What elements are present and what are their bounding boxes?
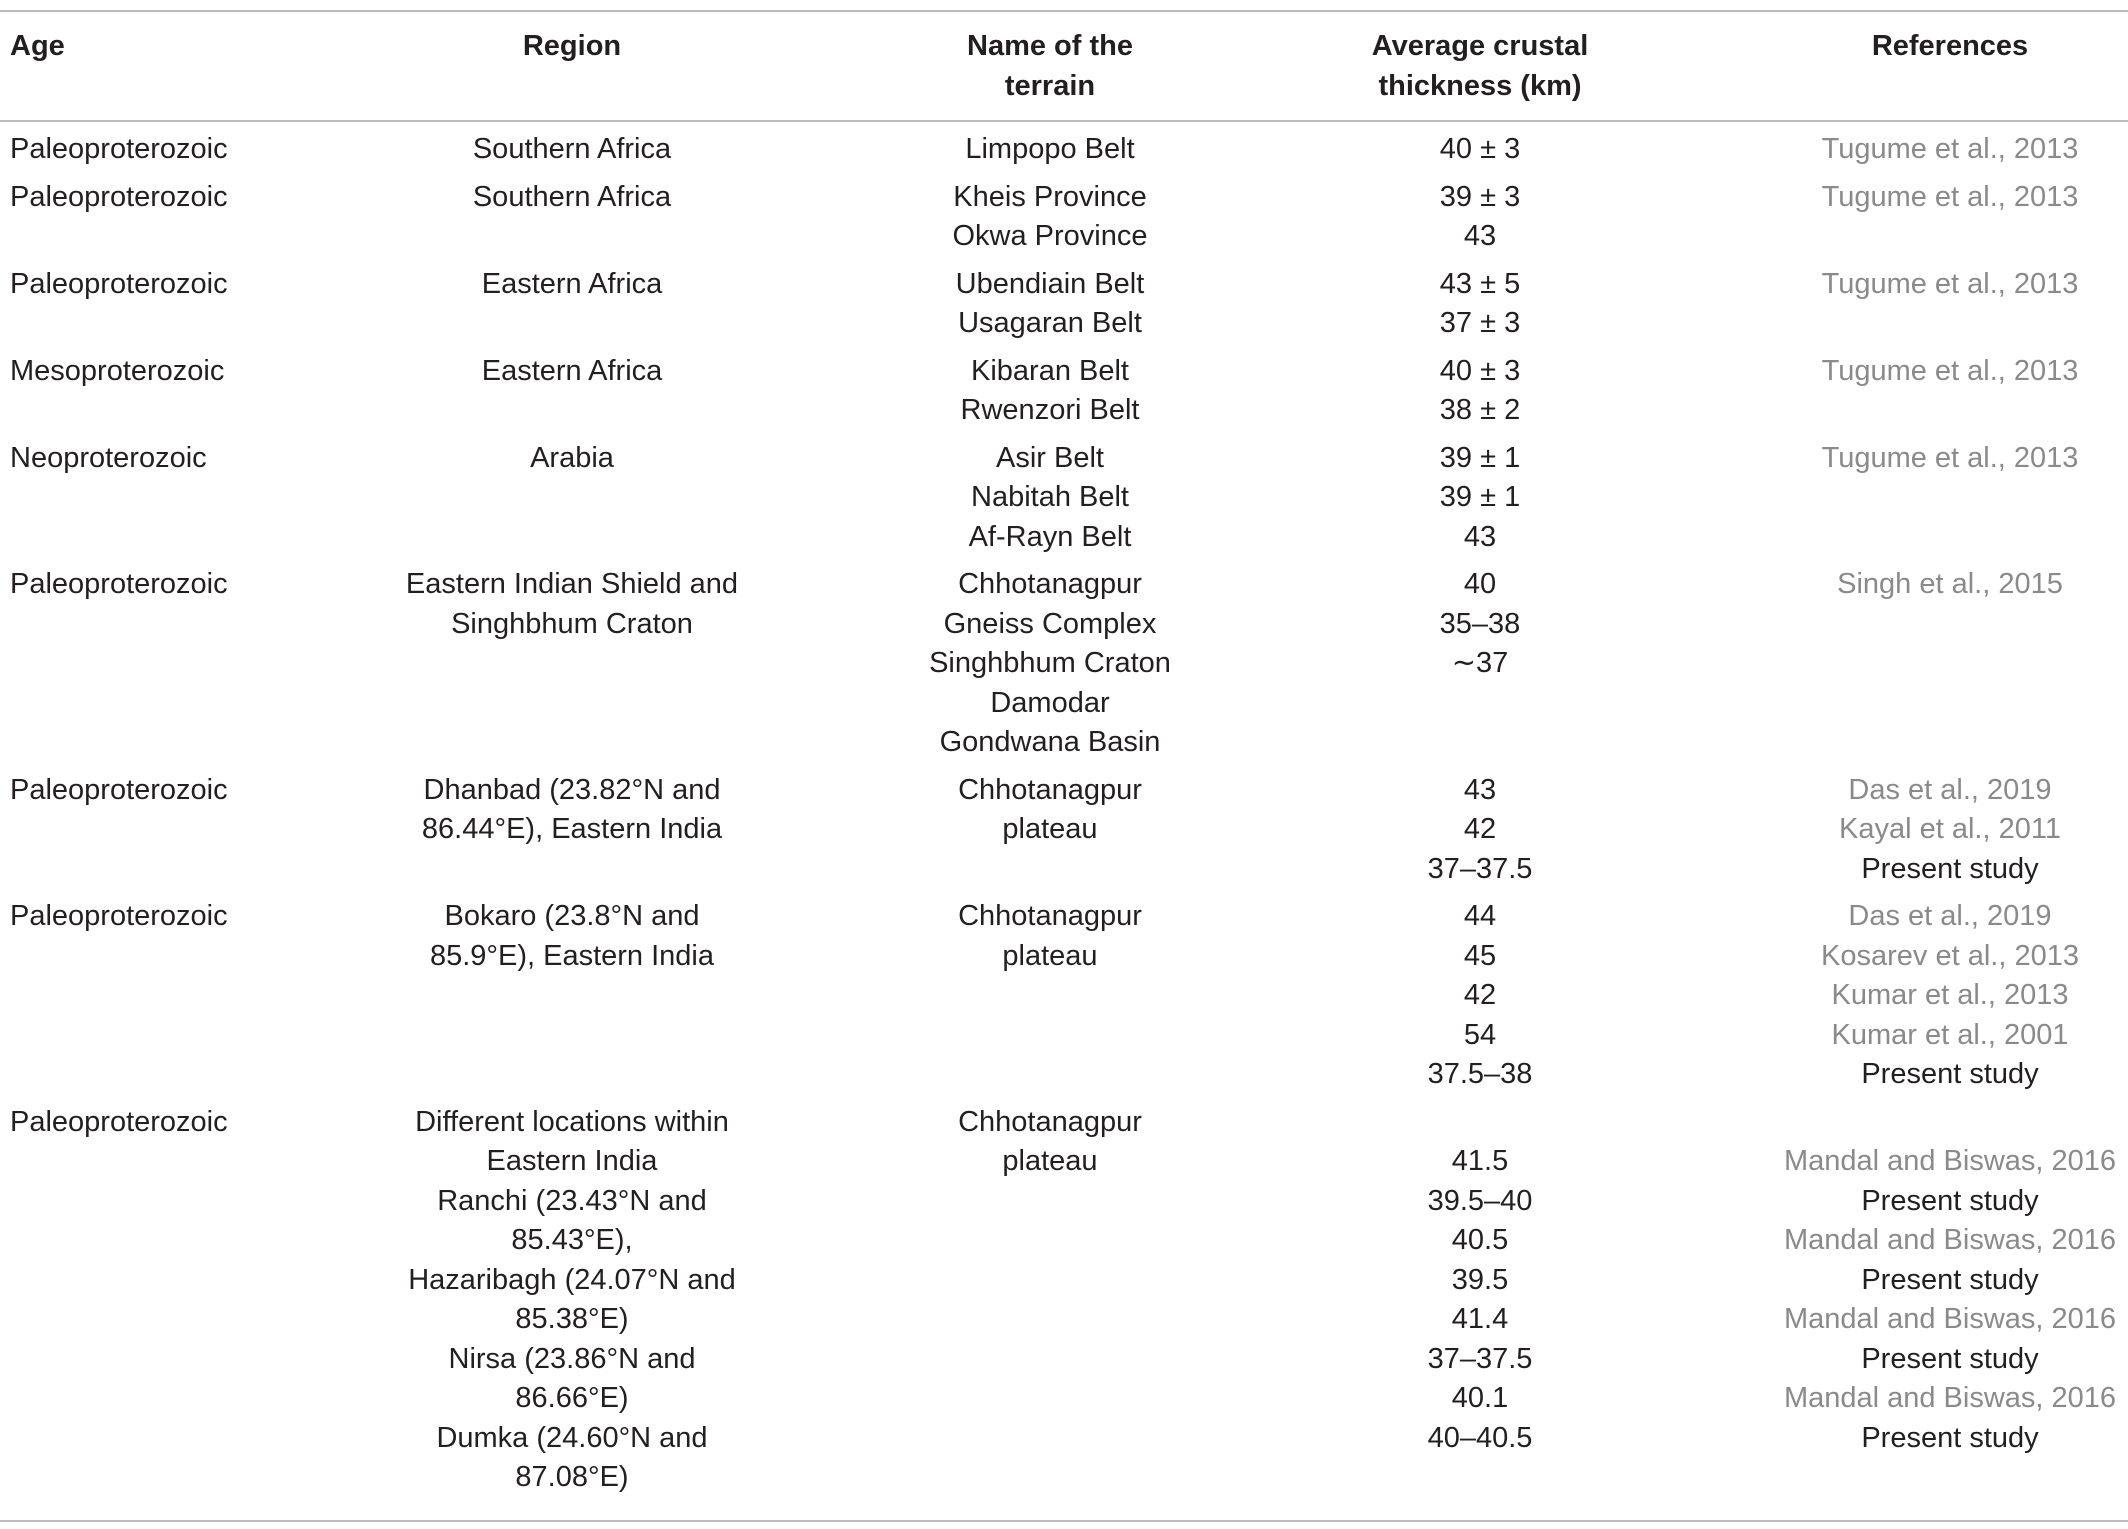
- reference-link[interactable]: Kayal et al., 2011: [1839, 813, 2061, 845]
- cell-terrain: [830, 265, 1270, 344]
- thickness-text: [1270, 1103, 1690, 1143]
- header-references: References: [1871, 30, 2029, 62]
- terrain-text: plateau: [1002, 1145, 1098, 1177]
- header-terrain: [830, 26, 1270, 105]
- thickness-text: 41.5: [1451, 1145, 1509, 1177]
- reference-text: [1760, 1103, 2128, 1143]
- region-text: 85.9°E), Eastern India: [429, 939, 715, 972]
- cell-thickness: [1270, 265, 1690, 344]
- table-row: [0, 771, 2128, 898]
- table-body: [0, 130, 2128, 1506]
- thickness-text: 39.5: [1451, 1263, 1509, 1296]
- cell-age: [10, 771, 340, 811]
- region-text: Bokaro (23.8°N and: [444, 900, 700, 932]
- header-terrain-line: Name of the: [967, 30, 1133, 62]
- terrain-text: plateau: [1002, 939, 1098, 972]
- bottom-rule: [0, 1520, 2128, 1522]
- region-text: Dumka (24.60°N and: [436, 1421, 708, 1454]
- region-text: 87.08°E): [515, 1461, 629, 1493]
- header-thickness-line: Average crustal: [1371, 30, 1589, 62]
- reference-link[interactable]: Tugume et al., 2013: [1821, 180, 2079, 213]
- cell-terrain: [830, 439, 1270, 558]
- cell-terrain: [830, 178, 1270, 257]
- cell-age: [10, 265, 340, 305]
- region-text: 85.38°E): [515, 1303, 629, 1335]
- reference-link[interactable]: Mandal and Biswas, 2016: [1783, 1382, 2117, 1414]
- terrain-text: Limpopo Belt: [965, 133, 1135, 165]
- reference-link[interactable]: Mandal and Biswas, 2016: [1783, 1145, 2117, 1177]
- terrain-text: Gneiss Complex: [943, 607, 1157, 640]
- reference-link[interactable]: Kosarev et al., 2013: [1821, 939, 2079, 972]
- age-text: Paleoproterozoic: [10, 1105, 228, 1138]
- terrain-text: Chhotanagpur: [958, 773, 1142, 806]
- cell-age: [10, 565, 340, 605]
- terrain-text: Gondwana Basin: [939, 726, 1161, 758]
- header-age: Age: [10, 30, 65, 62]
- region-text: 85.43°E),: [511, 1224, 633, 1256]
- thickness-text: 40 ± 3: [1439, 133, 1521, 165]
- region-text: 86.44°E), Eastern India: [421, 813, 723, 845]
- region-text: Arabia: [530, 441, 614, 474]
- reference-link[interactable]: Mandal and Biswas, 2016: [1783, 1303, 2117, 1335]
- header-terrain-line: terrain: [1004, 69, 1096, 102]
- reference-link[interactable]: Mandal and Biswas, 2016: [1783, 1224, 2117, 1256]
- thickness-text: 41.4: [1451, 1303, 1509, 1335]
- cell-age: [10, 352, 340, 392]
- age-text: Mesoproterozoic: [10, 354, 225, 387]
- thickness-text: 39 ± 1: [1439, 441, 1521, 474]
- header-thickness-line: thickness (km): [1378, 69, 1582, 102]
- thickness-text: 37–37.5: [1427, 852, 1533, 885]
- reference-link[interactable]: Tugume et al., 2013: [1821, 267, 2079, 300]
- cell-age: [10, 1103, 340, 1143]
- table-row: [0, 178, 2128, 265]
- thickness-text: ∼37: [1451, 647, 1509, 679]
- cell-terrain: [830, 565, 1270, 763]
- cell-references: [1760, 352, 2128, 392]
- reference-link[interactable]: Tugume et al., 2013: [1821, 441, 2079, 474]
- reference-link[interactable]: Tugume et al., 2013: [1821, 133, 2079, 165]
- thickness-text: 39 ± 3: [1439, 180, 1521, 213]
- table-row: [0, 439, 2128, 566]
- cell-region: [372, 897, 772, 976]
- thickness-text: 40: [1463, 568, 1497, 600]
- age-text: Neoproterozoic: [10, 441, 207, 474]
- region-text: Hazaribagh (24.07°N and: [408, 1263, 736, 1296]
- cell-region: [372, 130, 772, 170]
- terrain-text: Chhotanagpur: [958, 1105, 1142, 1138]
- cell-age: [10, 897, 340, 937]
- reference-link[interactable]: Kumar et al., 2013: [1831, 979, 2069, 1011]
- terrain-text: Ubendiain Belt: [955, 267, 1145, 300]
- cell-terrain: [830, 771, 1270, 850]
- cell-age: [10, 178, 340, 218]
- table-row: [0, 352, 2128, 439]
- region-text: Eastern Africa: [481, 354, 663, 387]
- cell-thickness: [1270, 352, 1690, 431]
- table-row: [0, 265, 2128, 352]
- table-row: [0, 565, 2128, 771]
- reference-text: Present study: [1861, 1263, 2039, 1296]
- reference-text: Present study: [1861, 852, 2039, 885]
- thickness-text: 35–38: [1439, 607, 1521, 640]
- terrain-text: Chhotanagpur: [958, 568, 1142, 600]
- thickness-text: 40.5: [1451, 1224, 1509, 1256]
- terrain-text: Usagaran Belt: [958, 307, 1142, 339]
- cell-references: [1760, 178, 2128, 218]
- cell-terrain: [830, 130, 1270, 170]
- table-row: [0, 1103, 2128, 1506]
- thickness-text: 42: [1463, 813, 1497, 845]
- cell-age: [10, 439, 340, 479]
- terrain-text: Damodar: [990, 686, 1110, 719]
- reference-link[interactable]: Kumar et al., 2001: [1831, 1018, 2069, 1051]
- age-text: Paleoproterozoic: [10, 133, 228, 165]
- region-text: Southern Africa: [472, 133, 672, 165]
- region-text: Eastern India: [486, 1145, 658, 1177]
- cell-references: [1760, 565, 2128, 605]
- header-rule: [0, 120, 2128, 122]
- cell-references: [1760, 439, 2128, 479]
- thickness-text: 44: [1463, 900, 1497, 932]
- terrain-text: Kibaran Belt: [971, 354, 1129, 387]
- region-text: 86.66°E): [515, 1382, 629, 1414]
- region-text: Nirsa (23.86°N and: [448, 1342, 696, 1375]
- reference-link[interactable]: Das et al., 2019: [1848, 773, 2052, 806]
- reference-text: Present study: [1861, 1342, 2039, 1375]
- reference-link[interactable]: Singh et al., 2015: [1837, 568, 2063, 600]
- thickness-text: 39.5–40: [1427, 1184, 1533, 1217]
- terrain-text: Okwa Province: [952, 220, 1148, 252]
- cell-region: [372, 565, 772, 644]
- reference-text: Present study: [1861, 1058, 2039, 1090]
- age-text: Paleoproterozoic: [10, 900, 228, 932]
- reference-link[interactable]: Das et al., 2019: [1848, 900, 2052, 932]
- thickness-text: 39 ± 1: [1439, 481, 1521, 513]
- cell-terrain: [830, 352, 1270, 431]
- cell-region: [372, 439, 772, 479]
- cell-thickness: [1270, 771, 1690, 890]
- thickness-text: 43 ± 5: [1439, 267, 1521, 300]
- cell-region: [372, 1103, 772, 1498]
- terrain-text: Chhotanagpur: [958, 900, 1142, 932]
- thickness-text: 43: [1463, 220, 1497, 252]
- cell-references: [1760, 1103, 2128, 1459]
- thickness-text: 38 ± 2: [1439, 394, 1521, 426]
- thickness-text: 43: [1463, 773, 1497, 806]
- region-text: Singhbhum Craton: [451, 607, 693, 640]
- cell-region: [372, 352, 772, 392]
- region-text: Eastern Indian Shield and: [405, 568, 739, 600]
- thickness-text: 37.5–38: [1427, 1058, 1533, 1090]
- region-text: Eastern Africa: [481, 267, 663, 300]
- table-row: [0, 897, 2128, 1103]
- thickness-text: 40 ± 3: [1439, 354, 1521, 387]
- age-text: Paleoproterozoic: [10, 568, 228, 600]
- thickness-text: 37 ± 3: [1439, 307, 1521, 339]
- cell-thickness: [1270, 897, 1690, 1095]
- cell-region: [372, 265, 772, 305]
- terrain-text: Af-Rayn Belt: [968, 520, 1132, 553]
- reference-text: Present study: [1861, 1421, 2039, 1454]
- thickness-text: 54: [1463, 1018, 1497, 1051]
- cell-thickness: [1270, 565, 1690, 684]
- region-text: Different locations within: [415, 1105, 729, 1138]
- cell-references: [1760, 265, 2128, 305]
- age-text: Paleoproterozoic: [10, 180, 228, 213]
- terrain-text: Nabitah Belt: [971, 481, 1129, 513]
- header-thickness: [1270, 26, 1690, 105]
- reference-text: Present study: [1861, 1184, 2039, 1217]
- cell-references: [1760, 771, 2128, 890]
- cell-thickness: [1270, 1103, 1690, 1459]
- thickness-text: 45: [1463, 939, 1497, 972]
- terrain-text: plateau: [1002, 813, 1098, 845]
- terrain-text: Rwenzori Belt: [960, 394, 1140, 426]
- region-text: Ranchi (23.43°N and: [437, 1184, 707, 1217]
- cell-terrain: [830, 897, 1270, 976]
- thickness-text: 43: [1463, 520, 1497, 553]
- region-text: Dhanbad (23.82°N and: [423, 773, 721, 806]
- terrain-text: Kheis Province: [953, 180, 1147, 213]
- region-text: Southern Africa: [472, 180, 672, 213]
- age-text: Paleoproterozoic: [10, 773, 228, 806]
- cell-references: [1760, 897, 2128, 1095]
- cell-references: [1760, 130, 2128, 170]
- table-header: [0, 26, 2128, 116]
- header-region: Region: [522, 30, 622, 62]
- top-rule: [0, 10, 2128, 12]
- cell-age: [10, 130, 340, 170]
- thickness-text: 40–40.5: [1427, 1421, 1533, 1454]
- age-text: Paleoproterozoic: [10, 267, 228, 300]
- cell-region: [372, 771, 772, 850]
- cell-thickness: [1270, 130, 1690, 170]
- terrain-text: Asir Belt: [996, 441, 1104, 474]
- thickness-text: 37–37.5: [1427, 1342, 1533, 1375]
- cell-terrain: [830, 1103, 1270, 1182]
- reference-link[interactable]: Tugume et al., 2013: [1821, 354, 2079, 387]
- cell-thickness: [1270, 439, 1690, 558]
- terrain-text: Singhbhum Craton: [929, 647, 1171, 679]
- thickness-text: 40.1: [1451, 1382, 1509, 1414]
- thickness-text: 42: [1463, 979, 1497, 1011]
- cell-thickness: [1270, 178, 1690, 257]
- table-row: [0, 130, 2128, 178]
- cell-region: [372, 178, 772, 218]
